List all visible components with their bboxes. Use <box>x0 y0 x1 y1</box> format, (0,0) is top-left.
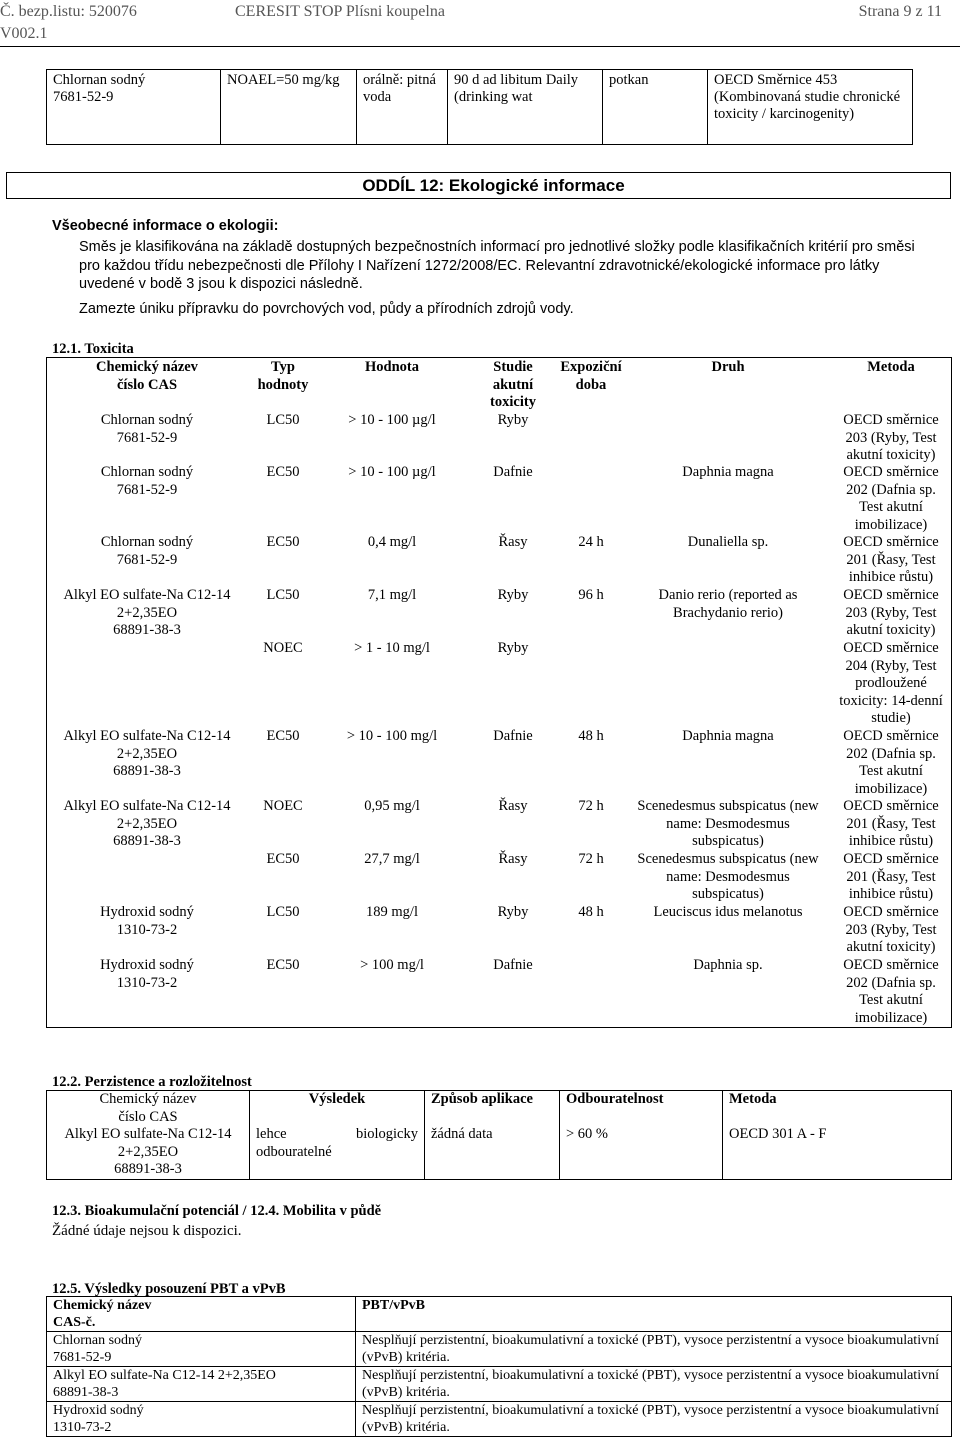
header-cell: Odbouratelnost <box>560 1091 723 1127</box>
header-cell: Výsledek <box>250 1091 425 1127</box>
toxicity-cell-type: EC50 <box>266 534 300 550</box>
toxicity-cell-exposure: 72 h <box>578 851 604 867</box>
table-header-row <box>47 1091 952 1127</box>
toxicity-cell-exposure: 48 h <box>578 904 604 920</box>
header-study: Studie akutní toxicity <box>490 359 536 411</box>
toxicity-cell-method: OECD směrnice 203 (Ryby, Test akutní toxicity) <box>843 587 939 639</box>
table-row <box>47 1332 952 1367</box>
bioaccumulation-title: 12.3. Bioakumulační potenciál / 12.4. Mobilita v půdě <box>52 1203 382 1219</box>
toxicity-cell-exposure: 24 h <box>578 534 604 550</box>
toxicity-cell-type: EC50 <box>266 728 300 744</box>
toxicity-cell-method: OECD směrnice 202 (Dafnia sp. Test akutní imobilizace) <box>843 728 939 797</box>
toxicity-cell-exposure: 96 h <box>578 587 604 603</box>
header-value-type: Typ hodnoty <box>257 359 309 393</box>
toxicity-cell-method: OECD směrnice 203 (Ryby, Test akutní toxicity) <box>843 904 939 956</box>
version: V002.1 <box>0 25 48 42</box>
product-name: CERESIT STOP Plísni koupelna <box>235 3 445 20</box>
toxicity-cell-study: Ryby <box>497 587 529 603</box>
toxicity-cell-value: 7,1 mg/l <box>367 587 417 603</box>
toxicity-cell-value: > 100 mg/l <box>360 957 424 973</box>
toxicity-cell-study: Ryby <box>497 412 529 428</box>
toxicity-cell-type: LC50 <box>266 412 300 428</box>
toxicity-cell-study: Dafnie <box>493 464 533 480</box>
table-cell: Chlornan sodný 7681-52-9 <box>47 70 221 145</box>
toxicity-cell-exposure: 48 h <box>578 728 604 744</box>
toxicity-cell-species: Scenedesmus subspicatus (new name: Desmodesmus subspicatus) <box>637 851 819 903</box>
toxicity-cell-study: Řasy <box>498 851 528 867</box>
table-cell: Chlornan sodný 7681-52-9 <box>47 1332 356 1367</box>
toxicity-cell-method: OECD směrnice 204 (Ryby, Test prodloužené toxicity: 14-denní studie) <box>839 640 943 727</box>
table-cell: OECD Směrnice 453 (Kombinovaná studie chronické toxicity / karcinogenity) <box>708 70 913 145</box>
table-cell: orálně: pitná voda <box>357 70 448 145</box>
table-cell: Alkyl EO sulfate-Na C12-14 2+2,35EO 68891-38-3 <box>47 1367 356 1402</box>
header-cell: Chemický název CAS-č. <box>47 1297 356 1332</box>
toxicity-cell-value: 0,4 mg/l <box>367 534 417 550</box>
table-cell: lehce biologicky odbouratelné <box>250 1126 425 1179</box>
header-method: Metoda <box>867 359 915 375</box>
table-cell: NOAEL=50 mg/kg <box>221 70 357 145</box>
toxicity-cell-method: OECD směrnice 202 (Dafnia sp. Test akutní imobilizace) <box>843 957 939 1026</box>
toxicity-cell-name: Hydroxid sodný 1310-73-2 <box>100 957 194 991</box>
toxicity-cell-species: Daphnia sp. <box>693 957 763 973</box>
bioaccumulation-text: Žádné údaje nejsou k dispozici. <box>52 1223 242 1239</box>
pbt-table <box>46 1296 952 1437</box>
pbt-title: 12.5. Výsledky posouzení PBT a vPvB <box>52 1281 286 1297</box>
persistence-title: 12.2. Perzistence a rozložitelnost <box>52 1074 252 1090</box>
general-info-text: Směs je klasifikována na základě dostupných bezpečnostních informací pro jednotlivé složky podle klasifikačních kritérií pro směsi pro každou třídu nebezpečnosti dle Přílohy I Nařízení 1272/2008/EC. Relevantní zdravotnické/ekologické informace pro látky uvedené v bodě 3 jsou k dispozici následně. <box>79 239 915 292</box>
header-chem-name: Chemický název číslo CAS <box>96 359 198 393</box>
toxicity-cell-type: LC50 <box>266 587 300 603</box>
toxicity-cell-study: Ryby <box>497 904 529 920</box>
toxicity-cell-value: 0,95 mg/l <box>364 798 420 814</box>
toxicity-cell-species: Leuciscus idus melanotus <box>653 904 803 920</box>
header-cell: Chemický název číslo CAS <box>47 1091 250 1127</box>
toxicity-cell-type: LC50 <box>266 904 300 920</box>
toxicity-cell-species: Scenedesmus subspicatus (new name: Desmodesmus subspicatus) <box>637 798 819 850</box>
toxicity-cell-study: Řasy <box>498 798 528 814</box>
toxicity-cell-species: Daphnia magna <box>682 464 774 480</box>
table-cell: Hydroxid sodný 1310-73-2 <box>47 1402 356 1437</box>
toxicity-cell-value: > 10 - 100 mg/l <box>346 728 438 744</box>
toxicity-cell-type: EC50 <box>266 851 300 867</box>
table-cell: žádná data <box>425 1126 560 1179</box>
general-info-title: Všeobecné informace o ekologii: <box>52 218 279 234</box>
toxicity-title: 12.1. Toxicita <box>52 341 134 357</box>
toxicity-cell-type: NOEC <box>263 798 303 814</box>
toxicity-cell-value: > 10 - 100 µg/l <box>348 464 436 480</box>
toxicity-cell-name: Chlornan sodný 7681-52-9 <box>100 412 194 446</box>
toxicity-cell-method: OECD směrnice 201 (Řasy, Test inhibice růstu) <box>843 534 939 586</box>
toxicity-cell-type: EC50 <box>266 957 300 973</box>
table-row <box>47 1402 952 1437</box>
header-exposure: Expoziční doba <box>560 359 622 393</box>
toxicity-cell-name: Alkyl EO sulfate-Na C12-14 2+2,35EO 68891-38-3 <box>63 587 231 639</box>
toxicity-cell-value: 189 mg/l <box>366 904 418 920</box>
table-cell: OECD 301 A - F <box>723 1126 952 1179</box>
table-cell: Nesplňují perzistentní, bioakumulativní a toxické (PBT), vysoce perzistentní a vysoce bioakumulativní (vPvB) kritéria. <box>356 1402 952 1437</box>
persistence-table <box>46 1090 952 1180</box>
toxicity-cell-method: OECD směrnice 202 (Dafnia sp. Test akutní imobilizace) <box>843 464 939 533</box>
header-cell: Způsob aplikace <box>425 1091 560 1127</box>
toxicity-cell-species: Dunaliella sp. <box>687 534 769 550</box>
table-cell: > 60 % <box>560 1126 723 1179</box>
general-info-text-2: Zamezte úniku přípravku do povrchových vod, půdy a přírodních zdrojů vody. <box>79 301 574 317</box>
table-row <box>47 70 913 145</box>
toxicity-cell-value: 27,7 mg/l <box>364 851 420 867</box>
toxicity-cell-method: OECD směrnice 203 (Ryby, Test akutní toxicity) <box>843 412 939 464</box>
table-cell: potkan <box>603 70 708 145</box>
header-divider <box>0 46 960 47</box>
toxicity-cell-value: > 1 - 10 mg/l <box>354 640 430 656</box>
header-species: Druh <box>711 359 745 375</box>
toxicity-cell-exposure: 72 h <box>578 798 604 814</box>
header-cell: PBT/vPvB <box>356 1297 952 1332</box>
table-header-row <box>47 1297 952 1332</box>
toxicity-cell-species: Daphnia magna <box>682 728 774 744</box>
toxicity-cell-method: OECD směrnice 201 (Řasy, Test inhibice růstu) <box>843 798 939 850</box>
table-cell: 90 d ad libitum Daily (drinking wat <box>448 70 603 145</box>
page-number: Strana 9 z 11 <box>858 3 942 20</box>
toxicity-cell-name: Alkyl EO sulfate-Na C12-14 2+2,35EO 68891-38-3 <box>63 798 231 850</box>
toxicity-cell-study: Ryby <box>497 640 529 656</box>
header-value: Hodnota <box>365 359 419 375</box>
table-cell: Nesplňují perzistentní, bioakumulativní a toxické (PBT), vysoce perzistentní a vysoce bioakumulativní (vPvB) kritéria. <box>356 1367 952 1402</box>
toxicity-cell-method: OECD směrnice 201 (Řasy, Test inhibice růstu) <box>843 851 939 903</box>
toxicity-cell-name: Hydroxid sodný 1310-73-2 <box>100 904 194 938</box>
header-cell: Metoda <box>723 1091 952 1127</box>
toxicity-cell-name: Alkyl EO sulfate-Na C12-14 2+2,35EO 68891-38-3 <box>63 728 231 780</box>
table-row <box>47 1367 952 1402</box>
table-cell: Alkyl EO sulfate-Na C12-14 2+2,35EO 68891-38-3 <box>47 1126 250 1179</box>
toxicity-cell-name: Chlornan sodný 7681-52-9 <box>100 534 194 568</box>
toxicity-cell-species: Danio rerio (reported as Brachydanio rerio) <box>658 587 798 621</box>
toxicity-cell-value: > 10 - 100 µg/l <box>348 412 436 428</box>
table-row <box>47 1126 952 1179</box>
prev-toxicity-table <box>46 69 913 145</box>
toxicity-cell-study: Dafnie <box>493 957 533 973</box>
toxicity-cell-study: Dafnie <box>493 728 533 744</box>
sds-number: Č. bezp.listu: 520076 <box>0 3 137 20</box>
toxicity-cell-study: Řasy <box>498 534 528 550</box>
table-cell: Nesplňují perzistentní, bioakumulativní a toxické (PBT), vysoce perzistentní a vysoce bioakumulativní (vPvB) kritéria. <box>356 1332 952 1367</box>
toxicity-cell-type: NOEC <box>263 640 303 656</box>
toxicity-cell-name: Chlornan sodný 7681-52-9 <box>100 464 194 498</box>
toxicity-cell-type: EC50 <box>266 464 300 480</box>
section-title: ODDÍL 12: Ekologické informace <box>6 172 951 199</box>
